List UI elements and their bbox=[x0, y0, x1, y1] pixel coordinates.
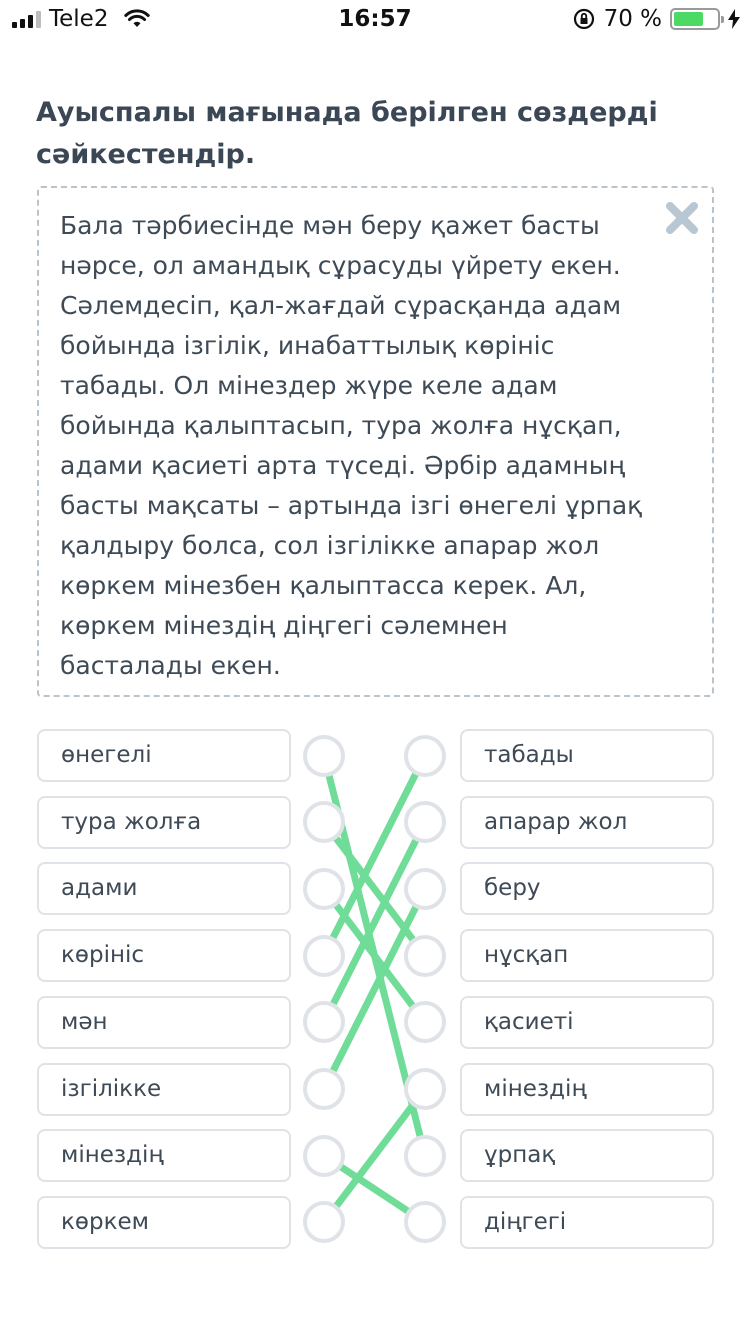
connection-line bbox=[324, 756, 425, 956]
right-item[interactable]: беру bbox=[460, 862, 714, 915]
right-item[interactable]: қасиеті bbox=[460, 996, 714, 1049]
status-time: 16:57 bbox=[338, 6, 412, 32]
left-connector-dot[interactable] bbox=[303, 935, 345, 977]
battery-icon bbox=[670, 8, 720, 30]
right-connector-dot[interactable] bbox=[404, 1135, 446, 1177]
close-icon[interactable] bbox=[664, 200, 700, 236]
left-item[interactable]: адами bbox=[37, 862, 291, 915]
connection-line bbox=[324, 822, 425, 1022]
wifi-icon bbox=[124, 9, 150, 29]
signal-icon bbox=[12, 10, 41, 28]
left-connector-dot[interactable] bbox=[303, 1068, 345, 1110]
connection-line bbox=[324, 889, 425, 1089]
left-item[interactable]: өнегелі bbox=[37, 729, 291, 782]
rotation-lock-icon bbox=[572, 7, 596, 31]
left-connector-dot[interactable] bbox=[303, 735, 345, 777]
left-item[interactable]: көрініс bbox=[37, 929, 291, 982]
question-title: Ауыспалы мағынада берілген сөздерді сәйкестендір. bbox=[36, 97, 658, 170]
left-item[interactable]: мән bbox=[37, 996, 291, 1049]
right-connector-dot[interactable] bbox=[404, 868, 446, 910]
right-connector-dot[interactable] bbox=[404, 935, 446, 977]
right-connector-dot[interactable] bbox=[404, 1201, 446, 1243]
right-item[interactable]: діңгегі bbox=[460, 1196, 714, 1249]
bolt-icon bbox=[728, 9, 740, 29]
left-item[interactable]: ізгілікке bbox=[37, 1063, 291, 1116]
left-connector-dot[interactable] bbox=[303, 868, 345, 910]
carrier-name: Tele2 bbox=[49, 6, 109, 32]
passage-box bbox=[37, 186, 714, 697]
right-connector-dot[interactable] bbox=[404, 735, 446, 777]
battery-fill bbox=[674, 12, 703, 26]
right-item[interactable]: нұсқап bbox=[460, 929, 714, 982]
battery-percent: 70 % bbox=[603, 6, 662, 32]
left-item[interactable]: көркем bbox=[37, 1196, 291, 1249]
left-connector-dot[interactable] bbox=[303, 1001, 345, 1043]
right-connector-dot[interactable] bbox=[404, 1001, 446, 1043]
right-connector-dot[interactable] bbox=[404, 1068, 446, 1110]
left-connector-dot[interactable] bbox=[303, 801, 345, 843]
right-connector-dot[interactable] bbox=[404, 801, 446, 843]
status-left bbox=[12, 6, 150, 32]
left-connector-dot[interactable] bbox=[303, 1135, 345, 1177]
status-bar bbox=[0, 0, 750, 40]
right-item[interactable]: табады bbox=[460, 729, 714, 782]
left-item[interactable]: мінездің bbox=[37, 1129, 291, 1182]
right-item[interactable]: апарар жол bbox=[460, 796, 714, 849]
left-item[interactable]: тура жолға bbox=[37, 796, 291, 849]
right-item[interactable]: мінездің bbox=[460, 1063, 714, 1116]
right-item[interactable]: ұрпақ bbox=[460, 1129, 714, 1182]
passage-text: Бала тәрбиесінде мән беру қажет басты нәрсе, ол амандық сұрасуды үйрету екен. Сәлемдесіп, қал-жағдай сұрасқанда адам бойында ізгілік, инабаттылық көрініс табады. Ол мінездер жүре келе адам бойында қалыптасып, тура жолға нұсқап, адами қасиеті арта түседі. Әрбір адамның басты мақсаты – артында ізгі өнегелі ұрпақ қалдыру болса, сол ізгілікке апарар жол көркем мінезбен қалыптасса керек. Ал, көркем мінездің діңгегі сәлемнен басталады екен. bbox=[60, 211, 643, 680]
status-right bbox=[572, 6, 740, 32]
left-connector-dot[interactable] bbox=[303, 1201, 345, 1243]
